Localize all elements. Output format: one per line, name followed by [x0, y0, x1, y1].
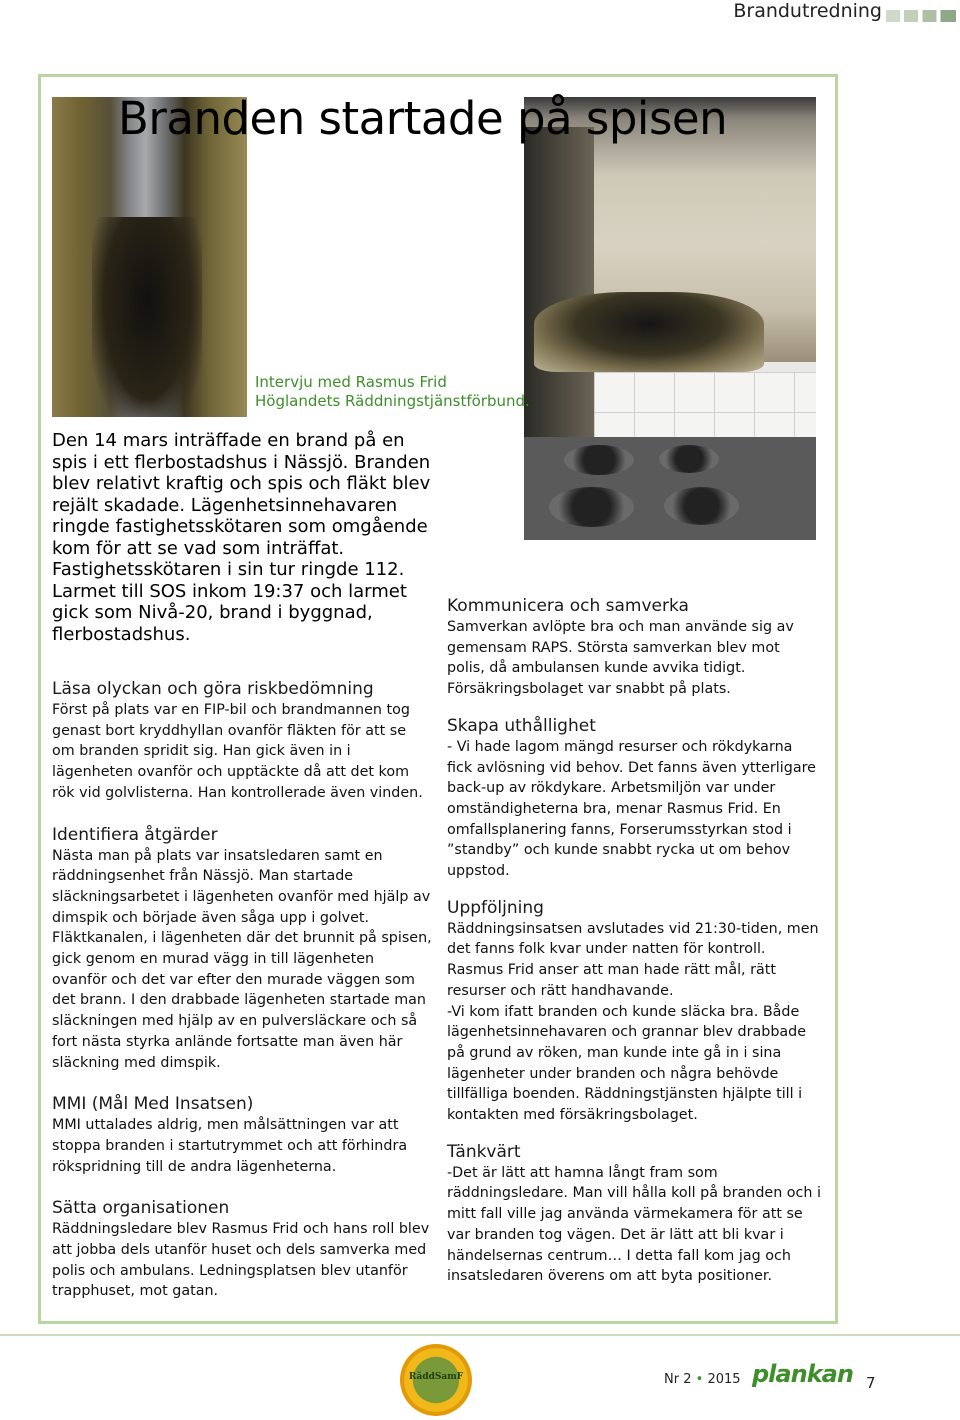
- issue-number: Nr 2: [664, 1372, 692, 1387]
- section-heading: Identifiera åtgärder: [52, 824, 218, 845]
- issue-bullet: •: [695, 1372, 704, 1387]
- header-decoration: [886, 10, 956, 22]
- section-risk-assessment: [52, 678, 432, 804]
- section-body: Räddningsledare blev Rasmus Frid och hans roll blev att jobba dels utanför huset och dels samverka med polis och ambulans. Ledningsplatsen blev utanför trapphuset, mot gatan.: [52, 1221, 430, 1300]
- photo-burnt-pipe: [52, 97, 247, 417]
- section-identify-actions: [52, 824, 432, 1074]
- section-heading: Skapa uthållighet: [447, 715, 596, 736]
- section-heading: MMI (Mål Med Insatsen): [52, 1094, 254, 1115]
- interview-line: Intervju med Rasmus Frid: [255, 373, 447, 391]
- interview-organisation: Höglandets Räddningstjänstförbund.: [255, 392, 530, 410]
- article-title: Branden startade på spisen: [118, 92, 728, 145]
- section-organisation: [52, 1197, 432, 1302]
- logo-text: RäddSamF: [408, 1372, 464, 1382]
- section-body: - Vi hade lagom mängd resurser och rökdykarna fick avlösning vid behov. Det fanns även ytterligare back-up av rökdykare. Arbetsmiljön var under omständigheterna bra, menar Rasmus Frid. En omfallsplanering fanns, Forserumsstyrkan stod i ”standby” och kunde snabbt rycka ut om behov uppstod.: [447, 738, 816, 880]
- section-body: Nästa man på plats var insatsledaren samt en räddningsenhet från Nässjö. Man startade släckningsarbetet i lägenheten ovanför med hjälp av dimspik och började även såga upp i golvet. Fläktkanalen, i lägenheten där det brunnit på spisen, gick genom en murad vägg in till lägenheten ovanför och det var efter den murade väggen som det brann. I den drabbade lägenheten startade man släckningen med hjälp av en pulversläckare och så fort nästa styrka anlände fortsatte man även här släckning med dimspik.: [52, 847, 432, 1071]
- section-reflection: [447, 1141, 822, 1287]
- section-heading: Sätta organisationen: [52, 1198, 230, 1219]
- section-body: -Det är lätt att hamna långt fram som räddningsledare. Man vill hålla koll på branden och i mitt fall ville jag använda värmekamera för att se var branden tog vägen. Det är lätt att bli kvar i händelsernas centrum… I detta fall kom jag och insatsledaren överens om att byta positioner.: [447, 1164, 821, 1285]
- photo-burnt-stove: [524, 97, 816, 540]
- raddsamf-logo: [400, 1344, 472, 1416]
- section-body: Räddningsinsatsen avslutades vid 21:30-tiden, men det fanns folk kvar under natten för kontroll. Rasmus Frid anser att man hade rätt mål, rätt resurser och rätt handhavande. -Vi kom ifatt branden och kunde släcka bra. Både lägenhetsinnehavaren och grannar blev drabbade på grund av röken, man kunde inte gå in i sina lägenheter under branden och några behövde tillfälliga boenden. Räddningstjänsten hjälpte till i kontakten med försäkringsbolaget.: [447, 920, 819, 1124]
- interview-credit: [255, 373, 530, 411]
- footer-divider: [0, 1334, 960, 1336]
- section-body: Först på plats var en FIP-bil och brandmannen tog genast bort kryddhyllan ovanför fläkten för att se om branden spridit sig. Han gick även in i lägenheten ovanför och upptäckte då att det kom rök vid golvlisterna. Han kontrollerade även vinden.: [52, 702, 423, 801]
- section-follow-up: [447, 897, 822, 1126]
- section-body: MMI uttalades aldrig, men målsättningen var att stoppa branden i startutrymmet och att förhindra rökspridning till de andra lägenheterna.: [52, 1117, 408, 1175]
- section-body: Samverkan avlöpte bra och man använde sig av gemensam RAPS. Största samverkan blev mot polis, då ambulansen kunde avvika tidigt. Försäkringsbolaget var snabbt på plats.: [447, 619, 794, 698]
- right-column: [447, 595, 822, 1287]
- section-endurance: [447, 715, 822, 882]
- plankan-logo: plankan: [752, 1360, 853, 1388]
- issue-year: 2015: [707, 1372, 741, 1387]
- section-label: Brandutredning: [733, 0, 882, 22]
- left-column: [52, 678, 432, 1302]
- section-heading: Uppföljning: [447, 897, 544, 918]
- section-heading: Läsa olyckan och göra riskbedömning: [52, 679, 374, 699]
- section-heading: Tänkvärt: [447, 1141, 521, 1162]
- page-number: 7: [866, 1374, 876, 1392]
- section-mmi: [52, 1093, 432, 1177]
- issue-info: [664, 1372, 741, 1387]
- section-communicate: [447, 595, 822, 700]
- article-intro: Den 14 mars inträffade en brand på en spis i ett flerbostadshus i Nässjö. Branden blev relativt kraftig och spis och fläkt blev rejält skadade. Lägenhetsinnehavaren ringde fastighetsskötaren som omgående kom för att se vad som inträffat. Fastighetsskötaren i sin tur ringde 112. Larmet till SOS inkom 19:37 och larmet gick som Nivå-20, brand i byggnad, flerbostadshus.: [52, 430, 431, 645]
- section-heading: Kommunicera och samverka: [447, 596, 689, 616]
